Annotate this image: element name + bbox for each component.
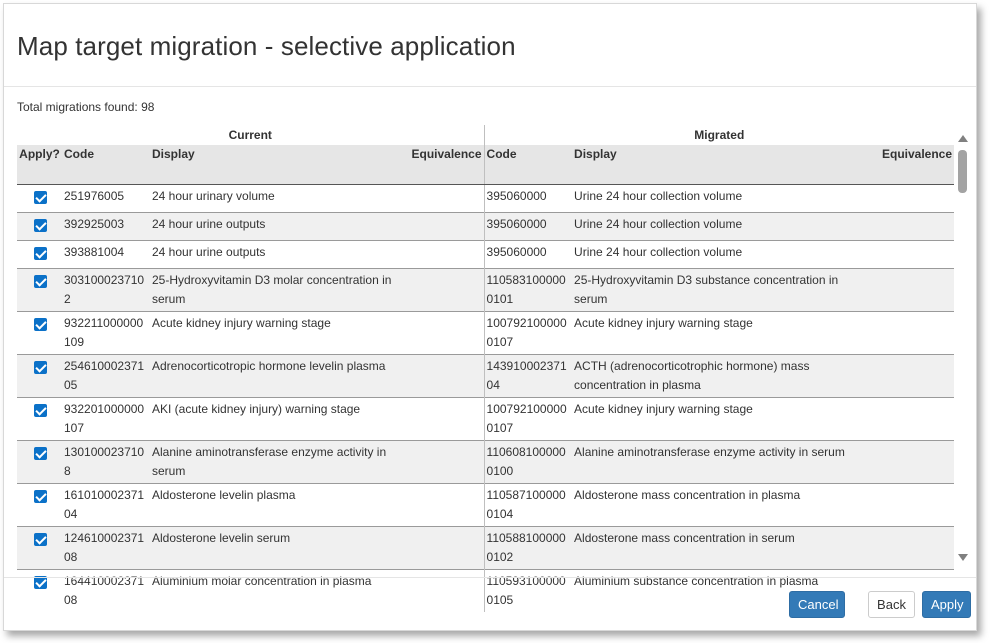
- scroll-up-arrow-icon[interactable]: [958, 135, 968, 142]
- row-code: 254610002371 05: [62, 355, 150, 398]
- table-row: [17, 269, 954, 312]
- scroll-thumb[interactable]: [958, 150, 967, 193]
- row-migrated-display: Aldosterone mass concentration in serum: [572, 527, 874, 570]
- row-migrated-code: 143910002371 04: [484, 355, 572, 398]
- col-header-migrated-equivalence: Equivalence: [874, 145, 954, 185]
- row-migrated-code: 100792100000 0107: [484, 312, 572, 355]
- table-row: [17, 355, 954, 398]
- row-display: Alanine aminotransferase enzyme activity in serum: [150, 441, 404, 484]
- table-row: [17, 241, 954, 269]
- row-migrated-code: 100792100000 0107: [484, 398, 572, 441]
- row-code: 932201000000 107: [62, 398, 150, 441]
- row-migrated-equivalence: [874, 355, 954, 398]
- row-apply-cell: [17, 355, 62, 398]
- row-migrated-code: 110608100000 0100: [484, 441, 572, 484]
- row-apply-cell: [17, 241, 62, 269]
- row-equivalence: [404, 213, 484, 241]
- dialog-title: Map target migration - selective application: [17, 31, 516, 61]
- apply-checkbox[interactable]: [34, 490, 47, 503]
- table-row: [17, 441, 954, 484]
- row-equivalence: [404, 484, 484, 527]
- row-display: Adrenocorticotropic hormone levelin plasma: [150, 355, 404, 398]
- row-display: AKI (acute kidney injury) warning stage: [150, 398, 404, 441]
- table-row: [17, 527, 954, 570]
- row-code: 392925003: [62, 213, 150, 241]
- col-header-display: Display: [150, 145, 404, 185]
- col-header-equivalence: Equivalence: [404, 145, 484, 185]
- row-migrated-display: Urine 24 hour collection volume: [572, 185, 874, 213]
- migration-table: [17, 125, 954, 612]
- apply-checkbox[interactable]: [34, 247, 47, 260]
- apply-checkbox[interactable]: [34, 533, 47, 546]
- row-apply-cell: [17, 213, 62, 241]
- row-apply-cell: [17, 527, 62, 570]
- row-migrated-equivalence: [874, 241, 954, 269]
- col-header-apply: Apply?: [17, 145, 62, 185]
- row-code: 161010002371 04: [62, 484, 150, 527]
- row-code: 124610002371 08: [62, 527, 150, 570]
- dialog-footer: [4, 577, 976, 630]
- row-migrated-equivalence: [874, 527, 954, 570]
- row-display: 24 hour urine outputs: [150, 213, 404, 241]
- apply-checkbox[interactable]: [34, 404, 47, 417]
- row-apply-cell: [17, 269, 62, 312]
- row-code: 251976005: [62, 185, 150, 213]
- apply-checkbox[interactable]: [34, 447, 47, 460]
- apply-checkbox[interactable]: [34, 275, 47, 288]
- apply-checkbox[interactable]: [34, 191, 47, 204]
- row-code: 303100023710 2: [62, 269, 150, 312]
- row-equivalence: [404, 312, 484, 355]
- row-migrated-equivalence: [874, 312, 954, 355]
- row-apply-cell: [17, 398, 62, 441]
- row-migrated-display: Acute kidney injury warning stage: [572, 312, 874, 355]
- row-migrated-code: 395060000: [484, 185, 572, 213]
- apply-checkbox[interactable]: [34, 318, 47, 331]
- row-migrated-equivalence: [874, 185, 954, 213]
- row-migrated-display: Aldosterone mass concentration in plasma: [572, 484, 874, 527]
- row-migrated-code: 110593100000 0105: [484, 570, 572, 613]
- row-migrated-equivalence: [874, 398, 954, 441]
- row-migrated-display: Urine 24 hour collection volume: [572, 241, 874, 269]
- row-equivalence: [404, 527, 484, 570]
- row-display: Aldosterone levelin serum: [150, 527, 404, 570]
- row-migrated-display: Aluminium substance concentration in plasma: [572, 570, 874, 613]
- group-header-current: Current: [17, 125, 484, 145]
- row-equivalence: [404, 241, 484, 269]
- row-equivalence: [404, 398, 484, 441]
- row-code: 393881004: [62, 241, 150, 269]
- row-migrated-code: 395060000: [484, 213, 572, 241]
- row-equivalence: [404, 269, 484, 312]
- row-migrated-code: 110583100000 0101: [484, 269, 572, 312]
- table-row: [17, 484, 954, 527]
- row-apply-cell: [17, 484, 62, 527]
- dialog-header: [4, 4, 976, 87]
- back-button[interactable]: Back: [868, 591, 915, 618]
- row-display: Aluminium molar concentration in plasma: [150, 570, 404, 613]
- row-equivalence: [404, 441, 484, 484]
- row-migrated-equivalence: [874, 269, 954, 312]
- row-migrated-code: 395060000: [484, 241, 572, 269]
- row-code: 932211000000 109: [62, 312, 150, 355]
- migration-dialog: [3, 3, 977, 631]
- row-code: 164410002371 08: [62, 570, 150, 613]
- row-migrated-display: Acute kidney injury warning stage: [572, 398, 874, 441]
- row-display: 25-Hydroxyvitamin D3 molar concentration in serum: [150, 269, 404, 312]
- row-apply-cell: [17, 185, 62, 213]
- row-migrated-display: 25-Hydroxyvitamin D3 substance concentration in serum: [572, 269, 874, 312]
- row-code: 130100023710 8: [62, 441, 150, 484]
- row-equivalence: [404, 185, 484, 213]
- table-row: [17, 213, 954, 241]
- scroll-down-arrow-icon[interactable]: [958, 554, 968, 561]
- total-migrations: Total migrations found: 98: [17, 100, 155, 114]
- row-migrated-code: 110588100000 0102: [484, 527, 572, 570]
- row-display: 24 hour urinary volume: [150, 185, 404, 213]
- apply-checkbox[interactable]: [34, 219, 47, 232]
- apply-checkbox[interactable]: [34, 361, 47, 374]
- table-row: [17, 312, 954, 355]
- row-apply-cell: [17, 312, 62, 355]
- table-row: [17, 185, 954, 213]
- row-display: Acute kidney injury warning stage: [150, 312, 404, 355]
- row-display: Aldosterone levelin plasma: [150, 484, 404, 527]
- row-migrated-display: ACTH (adrenocorticotrophic hormone) mass concentration in plasma: [572, 355, 874, 398]
- apply-button[interactable]: Apply: [922, 591, 971, 618]
- row-migrated-equivalence: [874, 441, 954, 484]
- row-migrated-equivalence: [874, 484, 954, 527]
- col-header-migrated-code: Code: [484, 145, 572, 185]
- table-scrollbar[interactable]: [957, 132, 969, 564]
- row-migrated-code: 110587100000 0104: [484, 484, 572, 527]
- row-migrated-display: Alanine aminotransferase enzyme activity in serum: [572, 441, 874, 484]
- row-migrated-display: Urine 24 hour collection volume: [572, 213, 874, 241]
- row-migrated-equivalence: [874, 213, 954, 241]
- row-apply-cell: [17, 441, 62, 484]
- migration-rows: [17, 185, 954, 613]
- cancel-button[interactable]: Cancel: [789, 591, 845, 618]
- table-row: [17, 398, 954, 441]
- group-header-migrated: Migrated: [484, 125, 954, 145]
- row-display: 24 hour urine outputs: [150, 241, 404, 269]
- col-header-migrated-display: Display: [572, 145, 874, 185]
- row-equivalence: [404, 355, 484, 398]
- col-header-code: Code: [62, 145, 150, 185]
